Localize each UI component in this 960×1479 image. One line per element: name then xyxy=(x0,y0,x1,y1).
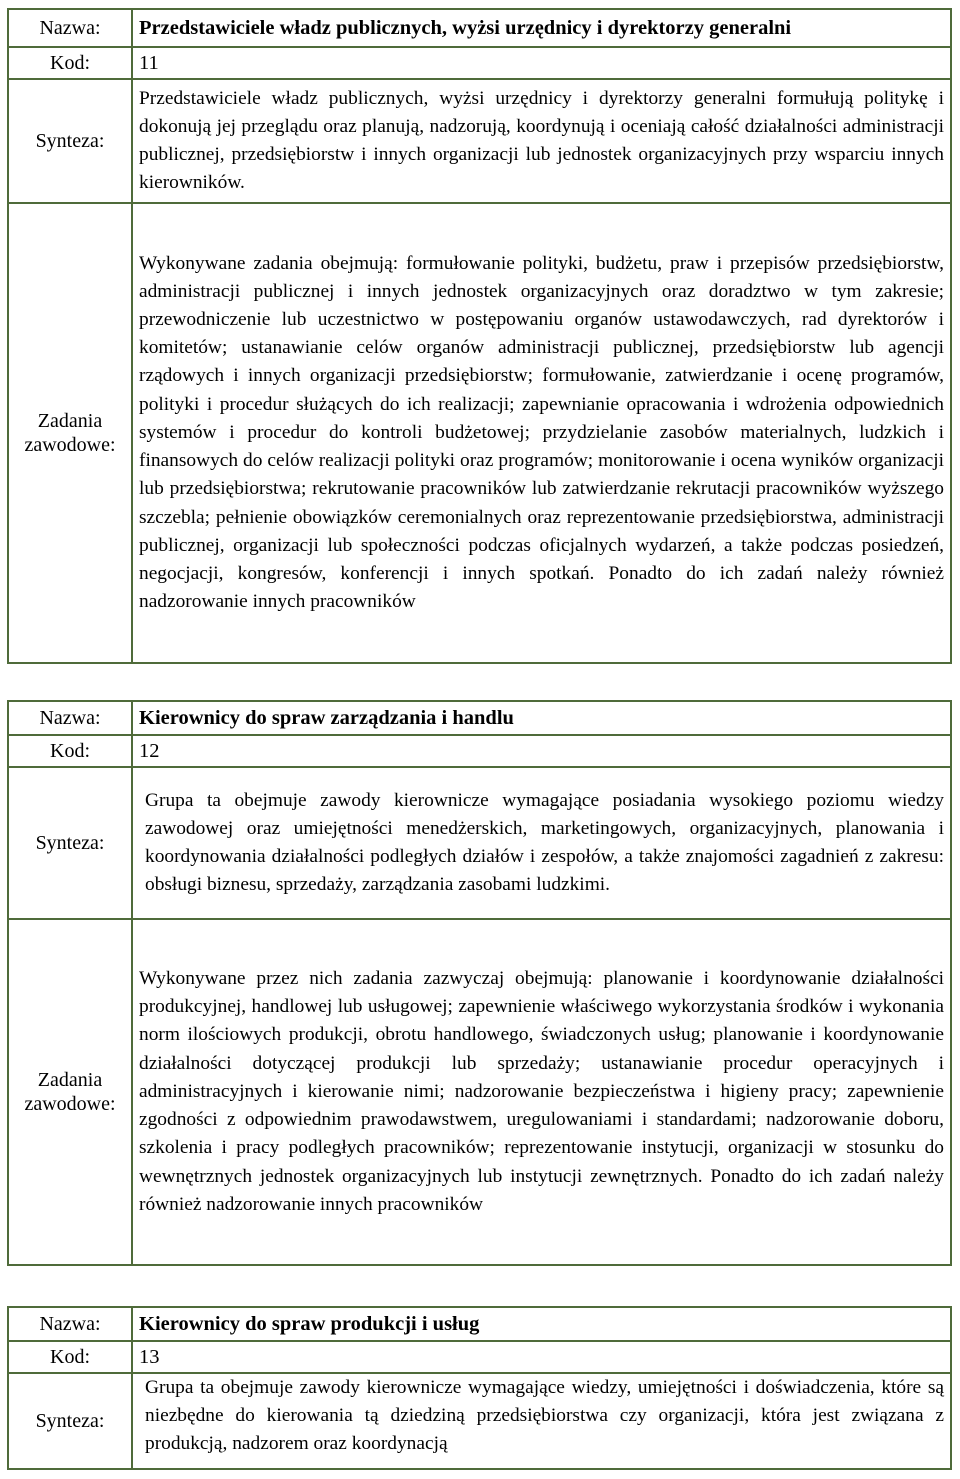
occupation-group-11 xyxy=(7,8,952,664)
group-code: 11 xyxy=(132,47,951,79)
group-synthesis: Przedstawiciele władz publicznych, wyżsi urzędnicy i dyrektorzy generalni formułują politykę i dokonują jej przeglądu oraz planują, nadzorują, koordynują i oceniają całość działalności administracji publicznej, przedsiębiorstw i innych organizacji lub jednostek organizacyjnych przy wsparciu innych kierowników. xyxy=(132,79,951,203)
code-label: Kod: xyxy=(8,47,132,79)
code-label: Kod: xyxy=(8,735,132,767)
name-label: Nazwa: xyxy=(8,9,132,47)
group-name: Przedstawiciele władz publicznych, wyżsi urzędnicy i dyrektorzy generalni xyxy=(132,9,951,47)
name-label: Nazwa: xyxy=(8,701,132,735)
tasks-label xyxy=(8,203,132,663)
tasks-label-line1: Zadania xyxy=(37,1069,103,1091)
synthesis-label: Synteza: xyxy=(8,1373,132,1469)
synthesis-label: Synteza: xyxy=(8,79,132,203)
code-label: Kod: xyxy=(8,1341,132,1373)
tasks-label-line2: zawodowe: xyxy=(24,434,116,456)
group-synthesis: Grupa ta obejmuje zawody kierownicze wymagające posiadania wysokiego poziomu wiedzy zawodowej oraz umiejętności menedżerskich, marketingowych, organizacyjnych, planowania i koordynowania działalności podległych działów i zespołów, a także znajomości zagadnień z zakresu: obsługi biznesu, sprzedaży, zarządzania zasobami ludzkimi. xyxy=(132,767,951,919)
group-code: 13 xyxy=(132,1341,951,1373)
tasks-label-line1: Zadania xyxy=(37,410,103,432)
group-tasks: Wykonywane przez nich zadania zazwyczaj obejmują: planowanie i koordynowanie działalności produkcyjnej, handlowej lub usługowej; zapewnienie właściwego wykorzystania środków i wykonania norm ilościowych produkcji, obrotu handlowego, świadczonych usług; planowanie i koordynowanie działalności dotyczącej produkcji lub sprzedaży; ustanawianie procedur operacyjnych i administracyjnych i kierowanie nimi; nadzorowanie bezpieczeństwa i higieny pracy; zapewnienie zgodności z odpowiednim prawodawstwem, uregulowaniami i standardami; nadzorowanie doboru, szkolenia i pracy podległych pracowników; reprezentowanie instytucji, organizacji w stosunku do wewnętrznych jednostek organizacyjnych lub instytucji zewnętrznych. Ponadto do ich zadań należy również nadzorowanie innych pracowników xyxy=(132,919,951,1265)
synthesis-label: Synteza: xyxy=(8,767,132,919)
group-code: 12 xyxy=(132,735,951,767)
tasks-label-line2: zawodowe: xyxy=(24,1093,116,1115)
group-name: Kierownicy do spraw zarządzania i handlu xyxy=(132,701,951,735)
name-label: Nazwa: xyxy=(8,1307,132,1341)
group-synthesis: Grupa ta obejmuje zawody kierownicze wymagające wiedzy, umiejętności i doświadczenia, które są niezbędne do kierowania tą dziedziną przedsiębiorstwa czy organizacji, która jest związana z produkcją, nadzorem oraz koordynacją xyxy=(132,1373,951,1469)
tasks-label xyxy=(8,919,132,1265)
group-name: Kierownicy do spraw produkcji i usług xyxy=(132,1307,951,1341)
occupation-group-13 xyxy=(7,1306,952,1470)
group-tasks: Wykonywane zadania obejmują: formułowanie polityki, budżetu, praw i przepisów przedsiębiorstw, administracji publicznej i innych jednostek organizacyjnych oraz doradztwo w tym zakresie; przewodniczenie lub uczestnictwo w postępowaniu organów ustawodawczych, rad dyrektorów i komitetów; ustanawianie celów organów administracji publicznej, przedsiębiorstw lub agencji rządowych i innych organizacji przedsiębiorstw; formułowanie, zatwierdzanie i ocenę programów, polityki i procedur służących do ich realizacji; zapewnianie opracowania i wdrożenia odpowiednich systemów i procedur do kontroli budżetowej; przydzielanie zasobów materialnych, ludzkich i finansowych do celów realizacji polityki oraz programów; monitorowanie i ocena wyników organizacji lub przedsiębiorstwa; rekrutowanie pracowników lub zatwierdzanie rekrutacji pracowników wyższego szczebla; pełnienie obowiązków ceremonialnych oraz reprezentowanie przedsiębiorstwa, administracji publicznej, organizacji lub społeczności podczas oficjalnych wydarzeń, a także podczas posiedzeń, negocjacji, kongresów, konferencji i innych spotkań. Ponadto do ich zadań należy również nadzorowanie innych pracowników xyxy=(132,203,951,663)
occupation-group-12 xyxy=(7,700,952,1266)
